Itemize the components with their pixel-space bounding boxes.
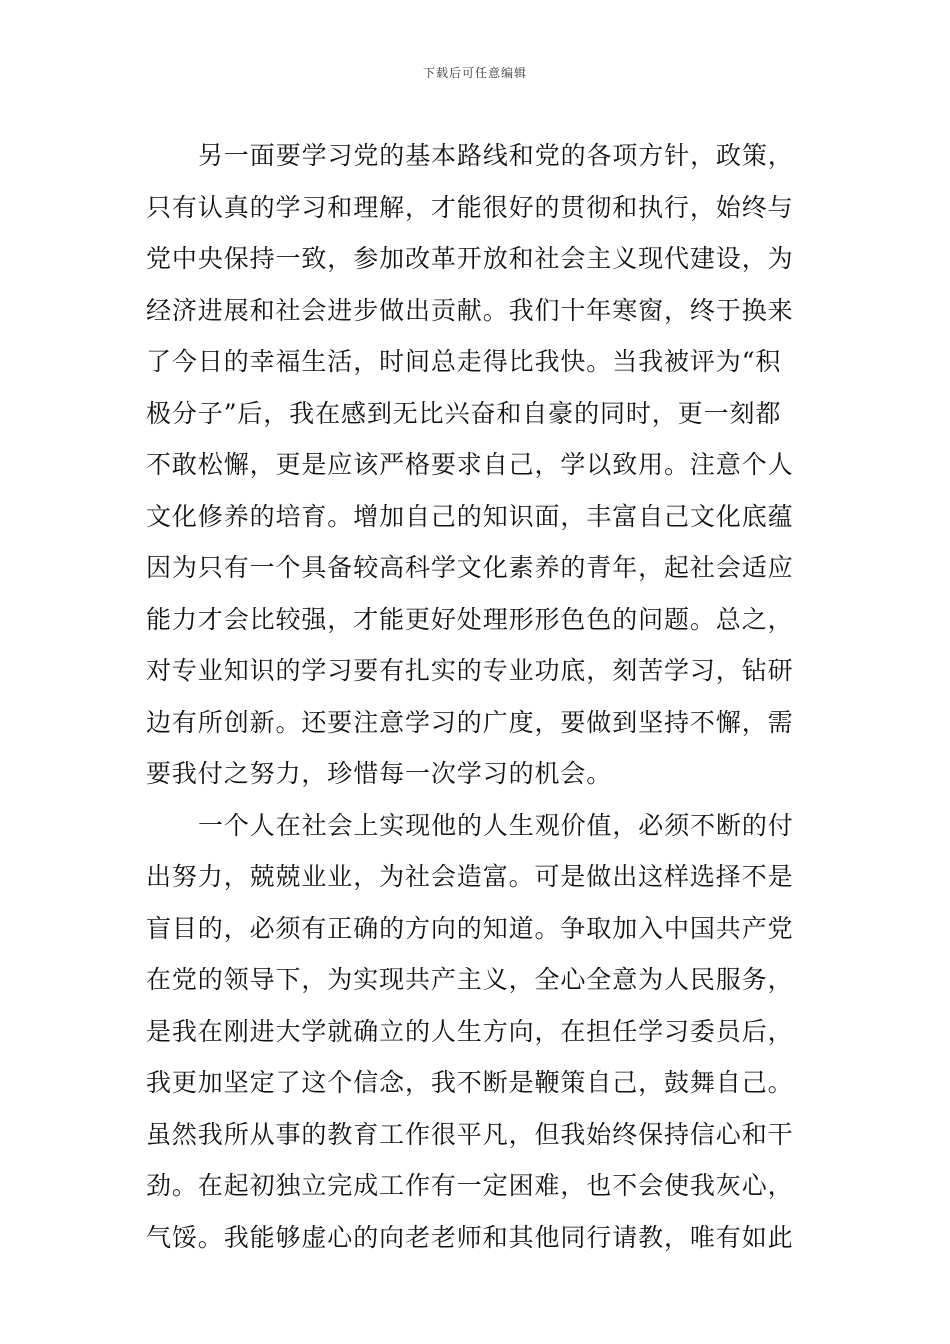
text-line: 能力才会比较强，才能更好处理形形色色的问题。总之，: [146, 604, 794, 634]
text-line: 要我付之努力，珍惜每一次学习的机会。: [146, 759, 613, 788]
text-line: 一个人在社会上实现他的人生观价值，必须不断的付: [198, 810, 794, 840]
text-line: 虽然我所从事的教育工作很平凡，但我始终保持信心和干: [146, 1119, 794, 1149]
text-line: 极分子”后，我在感到无比兴奋和自豪的同时，更一刻都: [146, 398, 782, 428]
text-line: 因为只有一个具备较高科学文化素养的青年，起社会适应: [146, 553, 794, 582]
body-text: [146, 130, 810, 1263]
paragraph-1: [146, 130, 810, 800]
text-line: 另一面要学习党的基本路线和党的各项方针，政策，: [198, 141, 794, 170]
paragraph-2: [146, 800, 810, 1264]
text-line: 是我在刚进大学就确立的人生方向，在担任学习委员后，: [146, 1016, 794, 1046]
text-line: 经济进展和社会进步做出贡献。我们十年寒窗，终于换来: [146, 295, 794, 325]
text-line: 只有认真的学习和理解，才能很好的贯彻和执行，始终与: [146, 192, 794, 222]
text-line: 了今日的幸福生活，时间总走得比我快。当我被评为“积: [146, 347, 782, 376]
text-line: 劲。在起初独立完成工作有一定困难，也不会使我灰心，: [146, 1171, 794, 1200]
text-line: 不敢松懈，更是应该严格要求自己，学以致用。注意个人: [146, 450, 794, 479]
text-line: 边有所创新。还要注意学习的广度，要做到坚持不懈，需: [146, 707, 794, 737]
text-line: 对专业知识的学习要有扎实的专业功底，刻苦学习，钻研: [146, 656, 794, 685]
text-line: 气馁。我能够虚心的向老老师和其他同行请教，唯有如此: [146, 1222, 794, 1252]
text-line: 盲目的，必须有正确的方向的知道。争取加入中国共产党: [146, 913, 794, 943]
text-line: 在党的领导下，为实现共产主义，全心全意为人民服务，: [146, 965, 794, 994]
text-line: 我更加坚定了这个信念，我不断是鞭策自己，鼓舞自己。: [146, 1068, 794, 1097]
header-note: 下载后可任意编辑: [422, 66, 527, 80]
text-line: 文化修养的培育。增加自己的知识面，丰富自己文化底蕴: [146, 501, 794, 531]
text-line: 党中央保持一致，参加改革开放和社会主义现代建设，为: [146, 244, 794, 273]
text-line: 出努力，兢兢业业，为社会造富。可是做出这样选择不是: [146, 862, 794, 891]
